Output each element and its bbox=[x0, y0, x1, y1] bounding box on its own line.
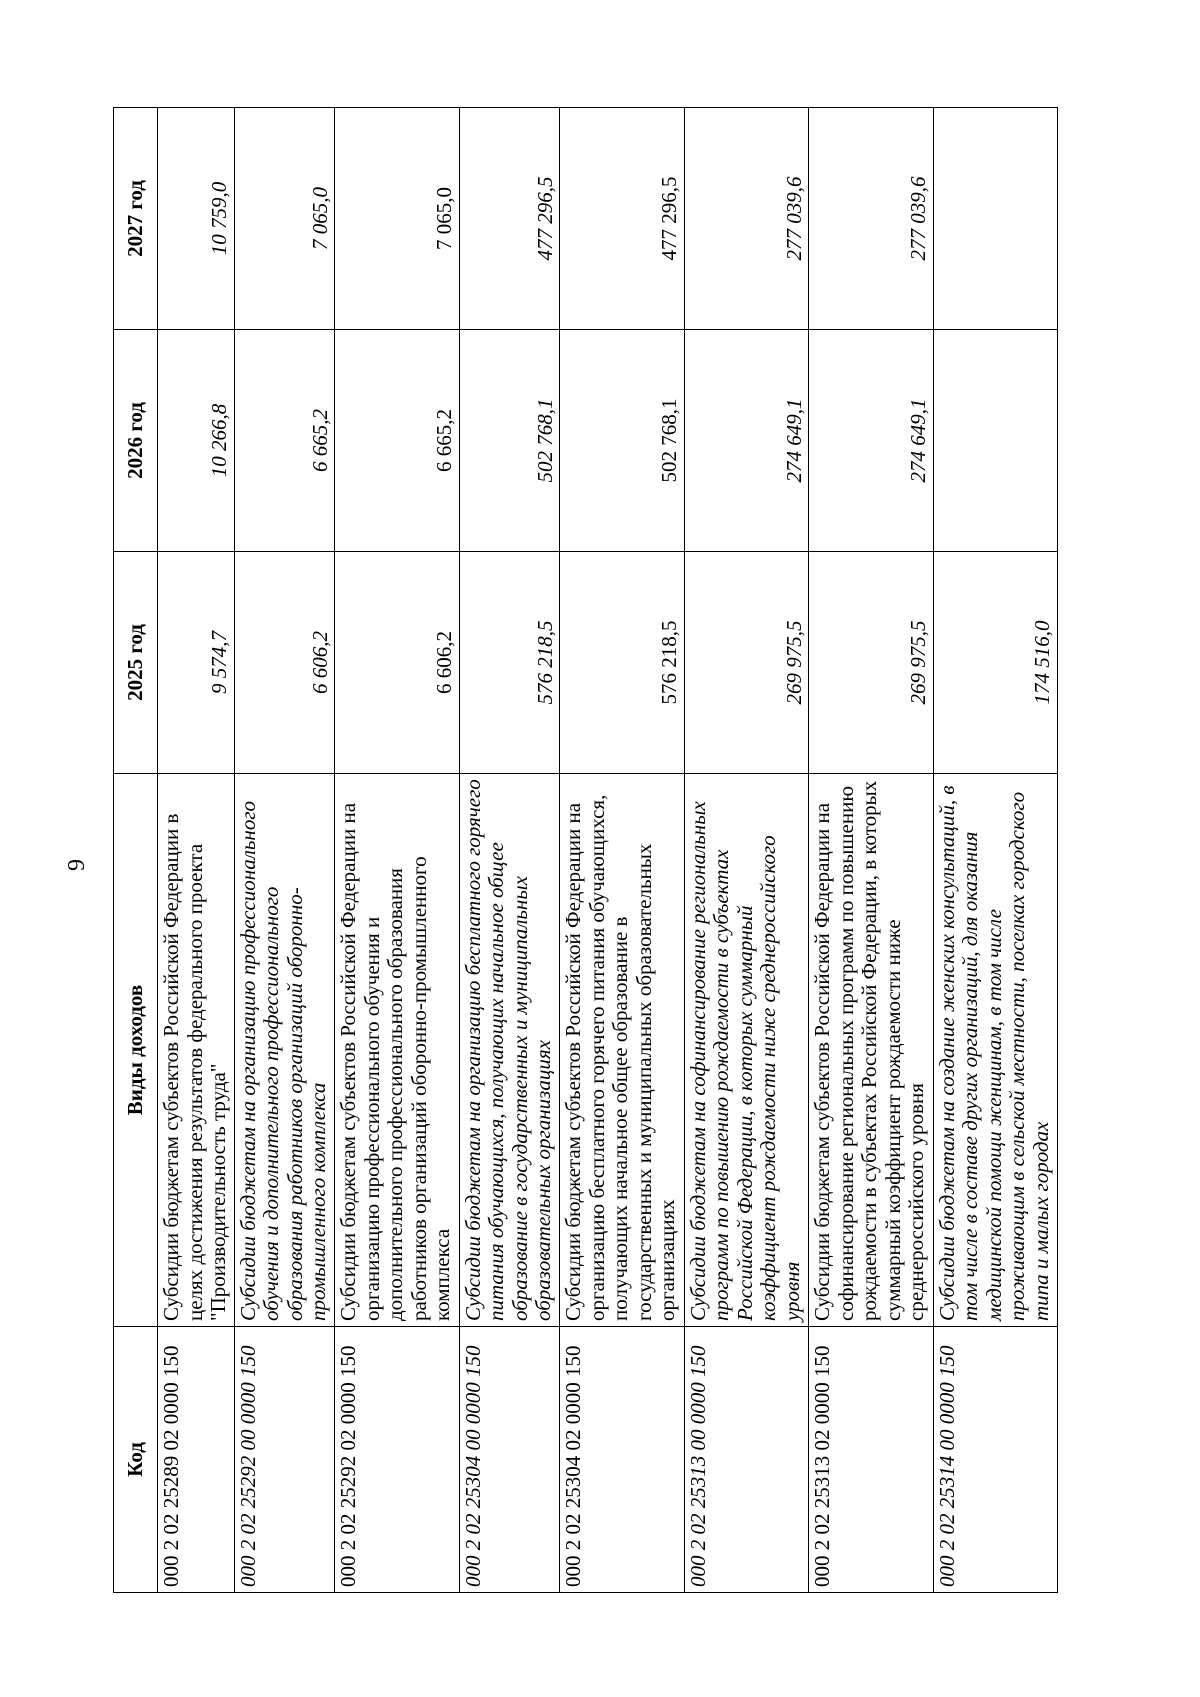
row-value-2027: 277 039,6 bbox=[684, 108, 808, 330]
row-code-cell: 000 2 02 25304 02 0000 150 bbox=[560, 1327, 684, 1593]
row-value-2027: 277 039,6 bbox=[809, 108, 933, 330]
row-value-2026: 502 768,1 bbox=[560, 330, 684, 552]
row-value-2026: 274 649,1 bbox=[684, 330, 808, 552]
header-code: Код bbox=[114, 1327, 158, 1593]
row-value-2027: 7 065,0 bbox=[234, 108, 335, 330]
table-row bbox=[234, 108, 335, 1593]
row-name-cell: Субсидии бюджетам на организацию бесплатного горячего питания обучающихся, получающих начальное общее образование в государственных и муниципальных образовательных организациях bbox=[459, 774, 560, 1327]
row-name-cell: Субсидии бюджетам субъектов Российской Федерации на софинансирование региональных программ по повышению рождаемости в субъектах Российской Федерации, в которых суммарный коэффициент рождаемости ниже среднероссийского уровня bbox=[809, 774, 933, 1327]
row-name-cell: Субсидии бюджетам субъектов Российской Федерации в целях достижения результатов федерального проекта "Производительность труда" bbox=[158, 774, 235, 1327]
row-code-cell: 000 2 02 25292 02 0000 150 bbox=[335, 1327, 459, 1593]
row-name-cell: Субсидии бюджетам на софинансирование региональных программ по повышению рождаемости в субъектах Российской Федерации, в которых суммарный коэффициент рождаемости ниже среднероссийского уровня bbox=[684, 774, 808, 1327]
row-code-cell: 000 2 02 25313 00 0000 150 bbox=[684, 1327, 808, 1593]
row-value-2026: 502 768,1 bbox=[459, 330, 560, 552]
row-value-2026: 274 649,1 bbox=[809, 330, 933, 552]
row-value-2025: 269 975,5 bbox=[684, 552, 808, 774]
row-value-2025: 576 218,5 bbox=[560, 552, 684, 774]
table-row bbox=[684, 108, 808, 1593]
table-row bbox=[560, 108, 684, 1593]
row-name-cell: Субсидии бюджетам на организацию профессионального обучения и дополнительного профессионального образования работников организаций оборонно-промышленного комплекса bbox=[234, 774, 335, 1327]
row-value-2025: 6 606,2 bbox=[234, 552, 335, 774]
table-row bbox=[933, 108, 1058, 1593]
row-name-cell: Субсидии бюджетам субъектов Российской Федерации на организацию бесплатного горячего питания обучающихся, получающих начальное общее образование в государственных и муниципальных образовательных организациях bbox=[560, 774, 684, 1327]
row-value-2027 bbox=[933, 108, 1058, 330]
table-body bbox=[158, 108, 1058, 1593]
header-revenue-types: Виды доходов bbox=[114, 774, 158, 1327]
row-value-2026: 10 266,8 bbox=[158, 330, 235, 552]
row-value-2027: 10 759,0 bbox=[158, 108, 235, 330]
header-2025: 2025 год bbox=[114, 552, 158, 774]
row-value-2026: 6 665,2 bbox=[335, 330, 459, 552]
row-code-cell: 000 2 02 25289 02 0000 150 bbox=[158, 1327, 235, 1593]
row-value-2026: 6 665,2 bbox=[234, 330, 335, 552]
page-number: 9 bbox=[63, 859, 90, 871]
header-2027: 2027 год bbox=[114, 108, 158, 330]
row-value-2027: 7 065,0 bbox=[335, 108, 459, 330]
row-value-2025: 576 218,5 bbox=[459, 552, 560, 774]
row-value-2026 bbox=[933, 330, 1058, 552]
rotated-table-container bbox=[113, 108, 1058, 1593]
row-value-2027: 477 296,5 bbox=[560, 108, 684, 330]
revenue-table bbox=[113, 107, 1058, 1593]
table-row bbox=[809, 108, 933, 1593]
table-row bbox=[335, 108, 459, 1593]
row-value-2025: 9 574,7 bbox=[158, 552, 235, 774]
row-value-2025: 269 975,5 bbox=[809, 552, 933, 774]
row-name-cell: Субсидии бюджетам на создание женских консультаций, в том числе в составе других организаций, для оказания медицинской помощи женщинам, в том числе проживающим в сельской местности, поселках городского типа и малых городах bbox=[933, 774, 1058, 1327]
row-name-cell: Субсидии бюджетам субъектов Российской Федерации на организацию профессионального обучения и дополнительного профессионального образования работников организаций оборонно-промышленного комплекса bbox=[335, 774, 459, 1327]
row-code-cell: 000 2 02 25313 02 0000 150 bbox=[809, 1327, 933, 1593]
row-code-cell: 000 2 02 25304 00 0000 150 bbox=[459, 1327, 560, 1593]
row-value-2027: 477 296,5 bbox=[459, 108, 560, 330]
table-row bbox=[459, 108, 560, 1593]
row-value-2025: 174 516,0 bbox=[933, 552, 1058, 774]
row-value-2025: 6 606,2 bbox=[335, 552, 459, 774]
row-code-cell: 000 2 02 25292 00 0000 150 bbox=[234, 1327, 335, 1593]
table-header-row bbox=[114, 108, 158, 1593]
header-2026: 2026 год bbox=[114, 330, 158, 552]
table-row bbox=[158, 108, 235, 1593]
row-code-cell: 000 2 02 25314 00 0000 150 bbox=[933, 1327, 1058, 1593]
